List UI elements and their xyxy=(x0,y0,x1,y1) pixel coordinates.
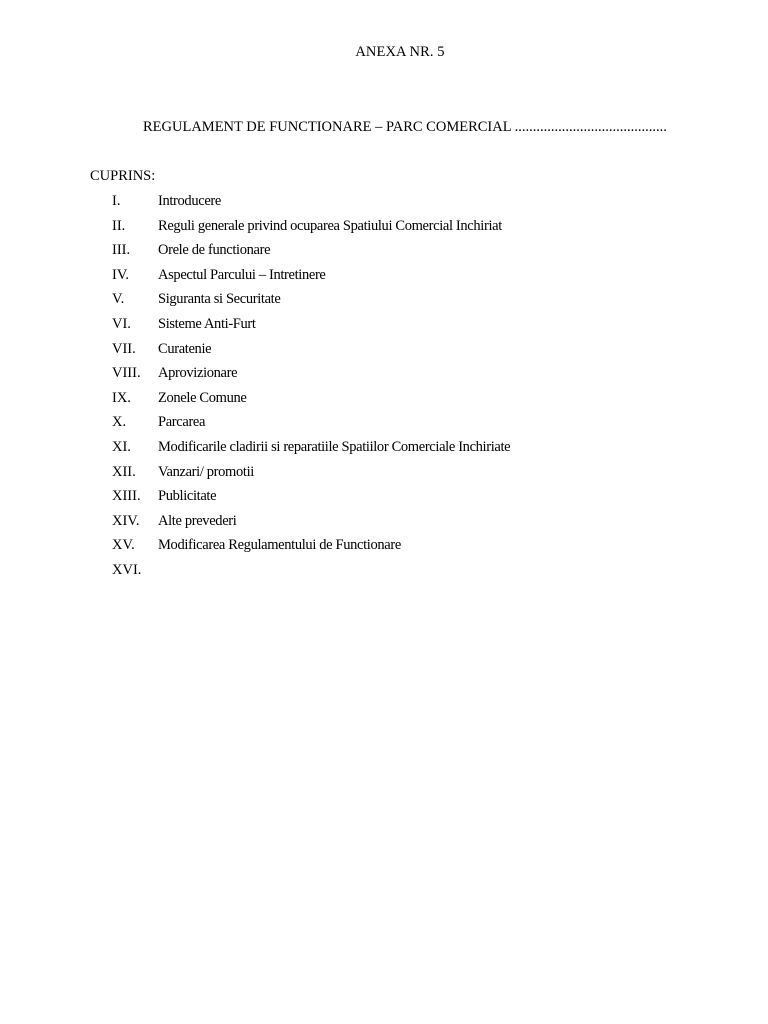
toc-item xyxy=(112,537,510,562)
toc-item-number: VIII. xyxy=(112,365,141,382)
toc-item-number: I. xyxy=(112,193,121,209)
toc-item-number: V. xyxy=(112,291,125,308)
toc-item-label: Introducere xyxy=(158,193,221,209)
toc-item-label: Reguli generale privind ocuparea Spatiului Comercial Inchiriat xyxy=(158,217,502,234)
toc-item-number: XIII. xyxy=(112,488,141,505)
toc-item-label: Sisteme Anti-Furt xyxy=(158,315,256,332)
table-of-contents xyxy=(112,193,510,587)
toc-item xyxy=(112,488,510,513)
toc-item-label: Siguranta si Securitate xyxy=(158,291,281,308)
toc-item xyxy=(112,193,510,218)
toc-item-label: Alte prevederi xyxy=(158,512,237,529)
toc-item-number: XI. xyxy=(112,438,131,455)
toc-item-label: Orele de functionare xyxy=(158,242,271,259)
toc-item-number: III. xyxy=(112,242,131,259)
contents-heading: CUPRINS: xyxy=(90,168,156,184)
toc-item-number: VII. xyxy=(112,340,136,357)
toc-item-number: IV. xyxy=(112,266,130,283)
toc-item-number: XII. xyxy=(112,463,136,480)
toc-item-label: Zonele Comune xyxy=(158,389,247,406)
toc-item-number: XIV. xyxy=(112,512,140,529)
toc-item-label: Vanzari/ promotii xyxy=(158,463,254,480)
toc-item xyxy=(112,291,510,316)
toc-item xyxy=(112,341,510,366)
toc-item-number: VI. xyxy=(112,315,131,332)
toc-item xyxy=(112,365,510,390)
toc-item-label: Aprovizionare xyxy=(158,365,238,382)
toc-item xyxy=(112,316,510,341)
toc-item-number: IX. xyxy=(112,389,131,406)
toc-item-label: Parcarea xyxy=(158,414,206,431)
toc-item-label: Publicitate xyxy=(158,488,217,505)
toc-item-label: Modificarile cladirii si reparatiile Spatiilor Comerciale Inchiriate xyxy=(158,438,511,455)
toc-item-number: XV. xyxy=(112,537,135,554)
toc-item-label: Aspectul Parcului – Intretinere xyxy=(158,266,326,283)
toc-item xyxy=(112,267,510,292)
annex-title: ANEXA NR. 5 xyxy=(355,44,445,60)
toc-item xyxy=(112,242,510,267)
toc-item-number: XVI. xyxy=(112,561,142,578)
toc-item xyxy=(112,390,510,415)
toc-item-label: Curatenie xyxy=(158,340,212,357)
toc-item xyxy=(112,218,510,243)
toc-item xyxy=(112,464,510,489)
toc-item-number: II. xyxy=(112,217,126,234)
toc-item xyxy=(112,513,510,538)
toc-item-number: X. xyxy=(112,414,127,431)
toc-item xyxy=(112,439,510,464)
toc-item-label: Modificarea Regulamentului de Functionare xyxy=(158,537,401,554)
document-title: REGULAMENT DE FUNCTIONARE – PARC COMERCIAL .......................................... xyxy=(143,119,667,135)
toc-item xyxy=(112,414,510,439)
toc-item xyxy=(112,562,510,587)
